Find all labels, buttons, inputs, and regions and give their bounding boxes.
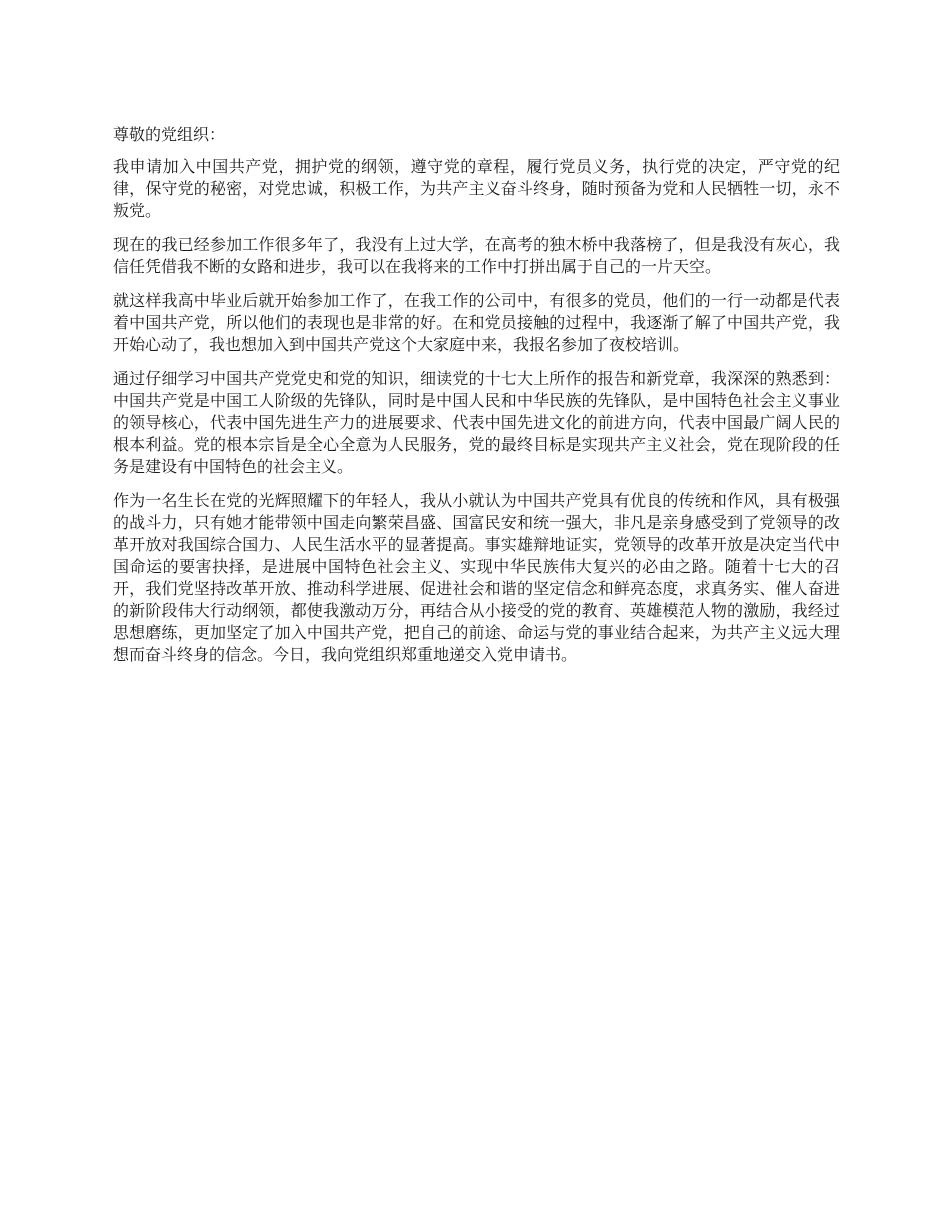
letter-body (113, 124, 840, 678)
paragraph-4: 通过仔细学习中国共产党党史和党的知识，细读党的十七大上所作的报告和新党章，我深深的熟悉到：中国共产党是中国工人阶级的先锋队，同时是中国人民和中华民族的先锋队，是中国特色社会主义事业的领导核心，代表中国先进生产力的进展要求、代表中国先进文化的前进方向，代表中国最广阔人民的根本利益。党的根本宗旨是全心全意为人民服务，党的最终目标是实现共产主义社会，党在现阶段的任务是建设有中国特色的社会主义。 (113, 369, 840, 476)
salutation: 尊敬的党组织： (113, 125, 226, 144)
paragraph-1: 我申请加入中国共产党，拥护党的纲领，遵守党的章程，履行党员义务，执行党的决定，严守党的纪律，保守党的秘密，对党忠诚，积极工作，为共产主义奋斗终身，随时预备为党和人民牺牲一切，永不叛党。 (113, 157, 840, 220)
paragraph-3: 就这样我高中毕业后就开始参加工作了，在我工作的公司中，有很多的党员，他们的一行一动都是代表着中国共产党，所以他们的表现也是非常的好。在和党员接触的过程中，我逐渐了解了中国共产党，我开始心动了，我也想加入到中国共产党这个大家庭中来，我报名参加了夜校培训。 (113, 291, 840, 354)
paragraph-2: 现在的我已经参加工作很多年了，我没有上过大学，在高考的独木桥中我落榜了，但是我没有灰心，我信任凭借我不断的女路和进步，我可以在我将来的工作中打拼出属于自己的一片天空。 (113, 235, 840, 276)
paragraph-5: 作为一名生长在党的光辉照耀下的年轻人，我从小就认为中国共产党具有优良的传统和作风，具有极强的战斗力，只有她才能带领中国走向繁荣昌盛、国富民安和统一强大，非凡是亲身感受到了党领导的改革开放对我国综合国力、人民生活水平的显著提高。事实雄辩地证实，党领导的改革开放是决定当代中国命运的要害抉择，是进展中国特色社会主义、实现中华民族伟大复兴的必由之路。随着十七大的召开，我们党坚持改革开放、推动科学进展、促进社会和谐的坚定信念和鲜亮态度，求真务实、催人奋进的新阶段伟大行动纲领，都使我激动万分，再结合从小接受的党的教育、英雄模范人物的激励，我经过思想磨练，更加坚定了加入中国共产党，把自己的前途、命运与党的事业结合起来，为共产主义远大理想而奋斗终身的信念。今日，我向党组织郑重地递交入党申请书。 (113, 491, 840, 664)
